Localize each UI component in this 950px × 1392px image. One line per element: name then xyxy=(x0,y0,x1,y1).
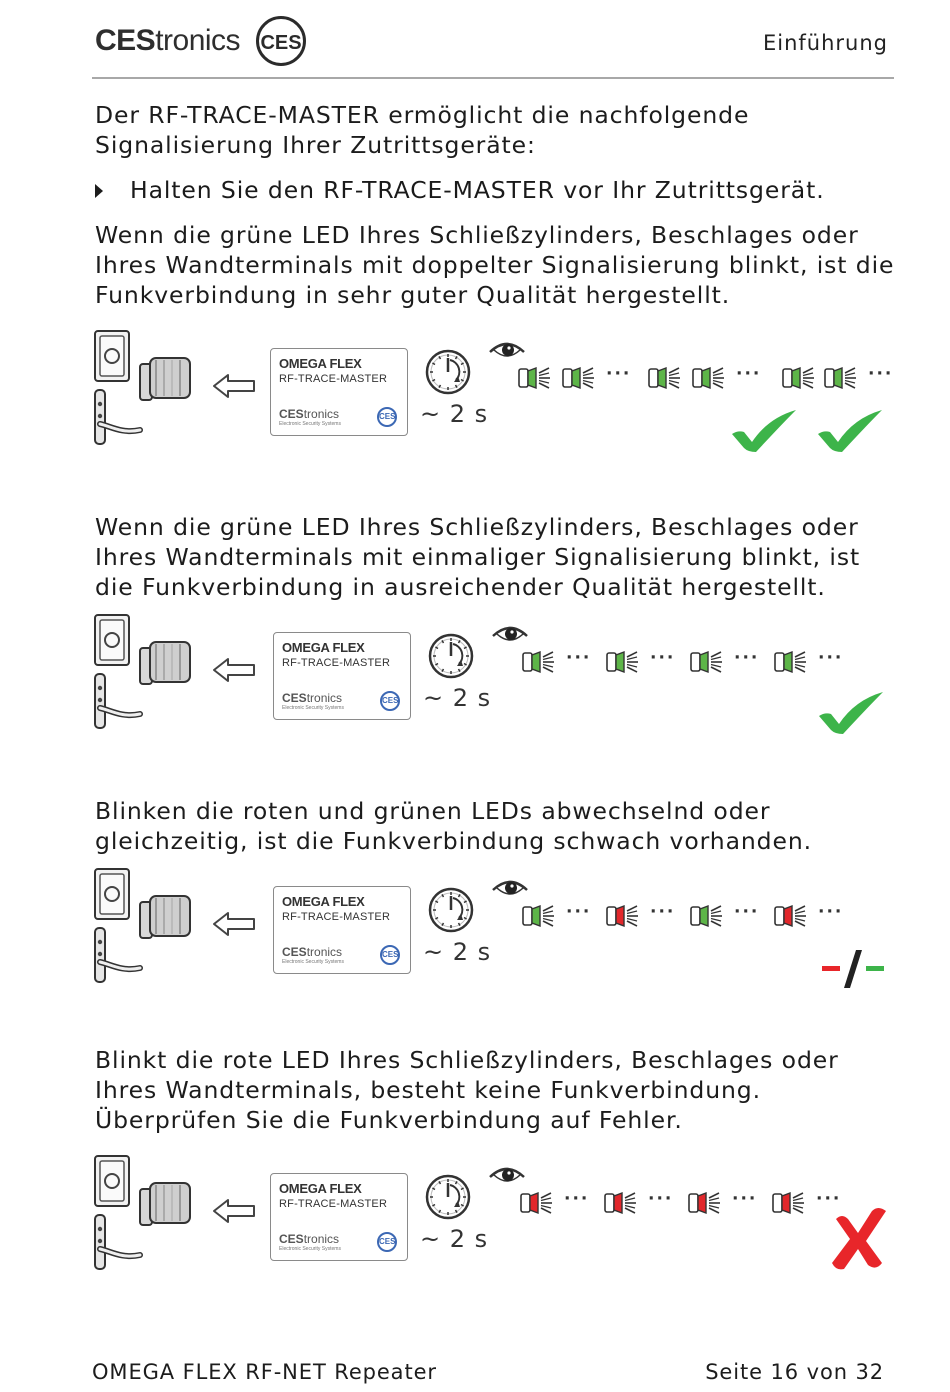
logo-regular-text: tronics xyxy=(155,24,241,57)
rf-trace-master-card xyxy=(273,886,411,974)
ces-emblem-icon xyxy=(255,15,307,67)
intro-line: Signalisierung Ihrer Zutrittsgeräte: xyxy=(95,131,536,159)
ellipsis-dots: ··· xyxy=(650,648,676,668)
case-line: Überprüfen Sie die Funkverbindung auf Fehler. xyxy=(95,1106,683,1134)
case-line: Funkverbindung in sehr guter Qualität hergestellt. xyxy=(95,281,731,309)
ellipsis-dots: ··· xyxy=(606,364,632,384)
card-brand: CEStronics xyxy=(282,945,343,959)
card-subtitle: RF-TRACE-MASTER xyxy=(282,657,391,669)
card-tagline: Electronic Security Systems xyxy=(279,421,341,427)
rf-trace-master-card xyxy=(273,632,411,720)
case-line: Ihres Wandterminals, besteht keine Funkverbindung. xyxy=(95,1076,761,1104)
ellipsis-dots: ··· xyxy=(566,902,592,922)
section-title: Einführung xyxy=(762,31,888,55)
bullet-arrow-icon xyxy=(95,184,103,198)
card-subtitle: RF-TRACE-MASTER xyxy=(279,1198,388,1210)
page-header xyxy=(0,0,950,80)
card-tagline: Electronic Security Systems xyxy=(282,705,344,711)
duration-label: ~ 2 s xyxy=(420,1225,489,1253)
case-paragraph xyxy=(95,796,905,856)
card-emblem-icon: CES xyxy=(380,945,400,965)
case-line: Blinkt die rote LED Ihres Schließzylinders, Beschlages oder xyxy=(95,1046,839,1074)
card-emblem-icon: CES xyxy=(377,1232,397,1252)
card-emblem-icon: CES xyxy=(380,691,400,711)
footer-product: OMEGA FLEX RF-NET Repeater xyxy=(92,1360,437,1384)
logo-bold-text: CES xyxy=(95,24,156,57)
case-paragraph xyxy=(95,512,905,602)
ellipsis-dots: ··· xyxy=(734,648,760,668)
signal-illustration xyxy=(0,866,950,996)
case-line: Wenn die grüne LED Ihres Schließzylinders, Beschlages oder xyxy=(95,513,859,541)
instruction-text: Halten Sie den RF-TRACE-MASTER vor Ihr Zutrittsgerät. xyxy=(130,176,825,204)
ellipsis-dots: ··· xyxy=(648,1189,674,1209)
card-emblem-icon: CES xyxy=(377,407,397,427)
card-brand: CEStronics xyxy=(279,1232,340,1246)
ellipsis-dots: ··· xyxy=(816,1189,842,1209)
card-brand: CEStronics xyxy=(279,407,340,421)
ellipsis-dots: ··· xyxy=(736,364,762,384)
card-subtitle: RF-TRACE-MASTER xyxy=(282,911,391,923)
case-paragraph xyxy=(95,1045,905,1135)
case-paragraph xyxy=(95,220,905,310)
intro-line: Der RF-TRACE-MASTER ermöglicht die nachfolgende xyxy=(95,101,750,129)
duration-label: ~ 2 s xyxy=(423,684,492,712)
case-line: Blinken die roten und grünen LEDs abwechselnd oder xyxy=(95,797,771,825)
intro-paragraph xyxy=(95,100,905,160)
ellipsis-dots: ··· xyxy=(818,902,844,922)
ellipsis-dots: ··· xyxy=(650,902,676,922)
card-tagline: Electronic Security Systems xyxy=(282,959,344,965)
case-line: Wenn die grüne LED Ihres Schließzylinders, Beschlages oder xyxy=(95,221,859,249)
footer-page-number: Seite 16 von 32 xyxy=(705,1360,884,1384)
card-title: OMEGA FLEX xyxy=(282,894,365,909)
card-brand: CEStronics xyxy=(282,691,343,705)
card-title: OMEGA FLEX xyxy=(279,356,362,371)
rf-trace-master-card xyxy=(270,1173,408,1261)
header-divider xyxy=(92,77,894,79)
card-title: OMEGA FLEX xyxy=(279,1181,362,1196)
ellipsis-dots: ··· xyxy=(818,648,844,668)
card-title: OMEGA FLEX xyxy=(282,640,365,655)
case-line: Ihres Wandterminals mit einmaliger Signalisierung blinkt, ist xyxy=(95,543,861,571)
rf-trace-master-card xyxy=(270,348,408,436)
signal-illustration xyxy=(0,328,950,458)
case-line: Ihres Wandterminals mit doppelter Signalisierung blinkt, ist die xyxy=(95,251,895,279)
ellipsis-dots: ··· xyxy=(732,1189,758,1209)
signal-illustration xyxy=(0,612,950,742)
duration-label: ~ 2 s xyxy=(423,938,492,966)
svg-text:CES: CES xyxy=(260,32,302,54)
ellipsis-dots: ··· xyxy=(566,648,592,668)
card-tagline: Electronic Security Systems xyxy=(279,1246,341,1252)
ellipsis-dots: ··· xyxy=(868,364,894,384)
signal-illustration xyxy=(0,1153,950,1283)
card-subtitle: RF-TRACE-MASTER xyxy=(279,373,388,385)
duration-label: ~ 2 s xyxy=(420,400,489,428)
ellipsis-dots: ··· xyxy=(734,902,760,922)
ellipsis-dots: ··· xyxy=(564,1189,590,1209)
case-line: die Funkverbindung in ausreichender Qualität hergestellt. xyxy=(95,573,826,601)
case-line: gleichzeitig, ist die Funkverbindung schwach vorhanden. xyxy=(95,827,813,855)
